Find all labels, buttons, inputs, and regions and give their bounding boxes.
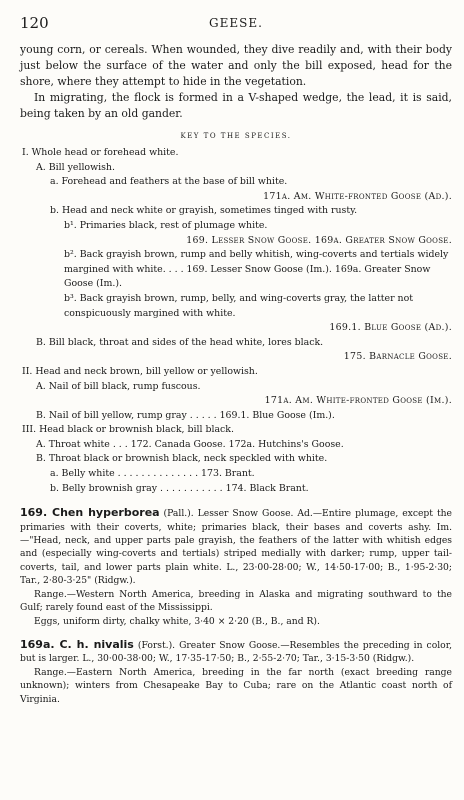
key-line: a. Forehead and feathers at the base of bill white. xyxy=(50,176,288,188)
key-line: b¹. Primaries black, rest of plumage white. xyxy=(64,219,268,231)
key-line: 171a. Am. White-fronted Goose (Im.). xyxy=(264,395,452,407)
key-line: 175. Barnacle Goose. xyxy=(343,351,452,363)
key-line: 169.1. Blue Goose (Ad.). xyxy=(329,322,452,334)
key-line: 169. Lesser Snow Goose. 169a. Greater Snow Goose. xyxy=(186,234,452,246)
species-description: (Pall.). Lesser Snow Goose. Ad.—Entire plumage, except the primaries with their coverts, white; primaries black, their bases and coverts ashy. Im.—"Head, neck, and upper parts pale grayish, the feathers of the latter with whitish edges and (especially wing-coverts and tertials) striped medially with darker; rump, upper tail-coverts, tail, and lower parts plain white. L., 23·00-28·00; W., 14·50-17·00; B., 1·95-2·30; Tar., 2·80-3·25" (Ridgw.). xyxy=(20,508,452,587)
key-line: b. Belly brownish gray . . . . . . . . . . . 174. Black Brant. xyxy=(50,482,309,494)
key-line: I. Whole head or forehead white. xyxy=(22,147,179,158)
key-line: III. Head black or brownish black, bill black. xyxy=(22,424,234,436)
key-line: b. Head and neck white or grayish, sometimes tinged with rusty. xyxy=(50,205,358,217)
key-line: a. Belly white . . . . . . . . . . . . . . 173. Brant. xyxy=(50,468,255,480)
key-line: II. Head and neck brown, bill yellow or yellowish. xyxy=(22,365,258,377)
page-title: GEESE. xyxy=(209,16,263,30)
key-title: KEY TO THE SPECIES. xyxy=(180,132,292,140)
key-line: A. Bill yellowish. xyxy=(36,161,115,173)
key-line: 171a. Am. White-fronted Goose (Ad.). xyxy=(263,190,452,202)
species-entry xyxy=(20,506,452,628)
intro-paragraph: young corn, or cereals. When wounded, they dive readily and, with their body just below the surface of the water and only the bill exposed, head for the shore, where they attempt to hide in the vegetation. xyxy=(20,43,452,88)
species-name: 169a. C. h. nivalis xyxy=(20,637,134,651)
species-key xyxy=(20,146,452,496)
species-entry xyxy=(20,638,452,706)
key-line: B. Throat black or brownish black, neck speckled with white. xyxy=(36,453,328,465)
key-line: A. Nail of bill black, rump fuscous. xyxy=(36,380,201,392)
intro-text xyxy=(20,42,452,122)
species-range: Range.—Western North America, breeding in Alaska and migrating southward to the Gulf; rarely found east of the Mississippi. xyxy=(20,588,452,614)
key-line: b². Back grayish brown, rump and belly whitish, wing-coverts and tertials widely margined with white. . . . 169. Lesser Snow Goose (Im.). 169a. Greater Snow Goose (Im.). xyxy=(64,249,449,290)
species-eggs: Eggs, uniform dirty, chalky white, 3·40 × 2·20 (B., B., and R). xyxy=(34,615,320,627)
page-number: 120 xyxy=(20,14,49,32)
species-description: (Forst.). Greater Snow Goose.—Resembles the preceding in color, but is larger. L., 30·00-38·00; W., 17·35-17·50; B., 2·55-2·70; Tar., 3·15-3·50 (Ridgw.). xyxy=(20,639,452,665)
key-line: A. Throat white . . . 172. Canada Goose. 172a. Hutchins's Goose. xyxy=(36,438,344,450)
species-range: Range.—Eastern North America, breeding in the far north (exact breeding range unknown); winters from Chesapeake Bay to Cuba; rare on the Atlantic coast north of Virginia. xyxy=(20,666,452,705)
intro-paragraph: In migrating, the flock is formed in a V-shaped wedge, the lead, it is said, being taken by an old gander. xyxy=(20,91,452,120)
running-header xyxy=(20,8,452,30)
key-line: B. Nail of bill yellow, rump gray . . . . . 169.1. Blue Goose (Im.). xyxy=(36,409,335,421)
species-name: 169. Chen hyperborea xyxy=(20,506,160,520)
key-line: B. Bill black, throat and sides of the head white, lores black. xyxy=(36,336,324,348)
key-line: b³. Back grayish brown, rump, belly, and wing-coverts gray, the latter not conspicuously margined with white. xyxy=(64,292,413,319)
